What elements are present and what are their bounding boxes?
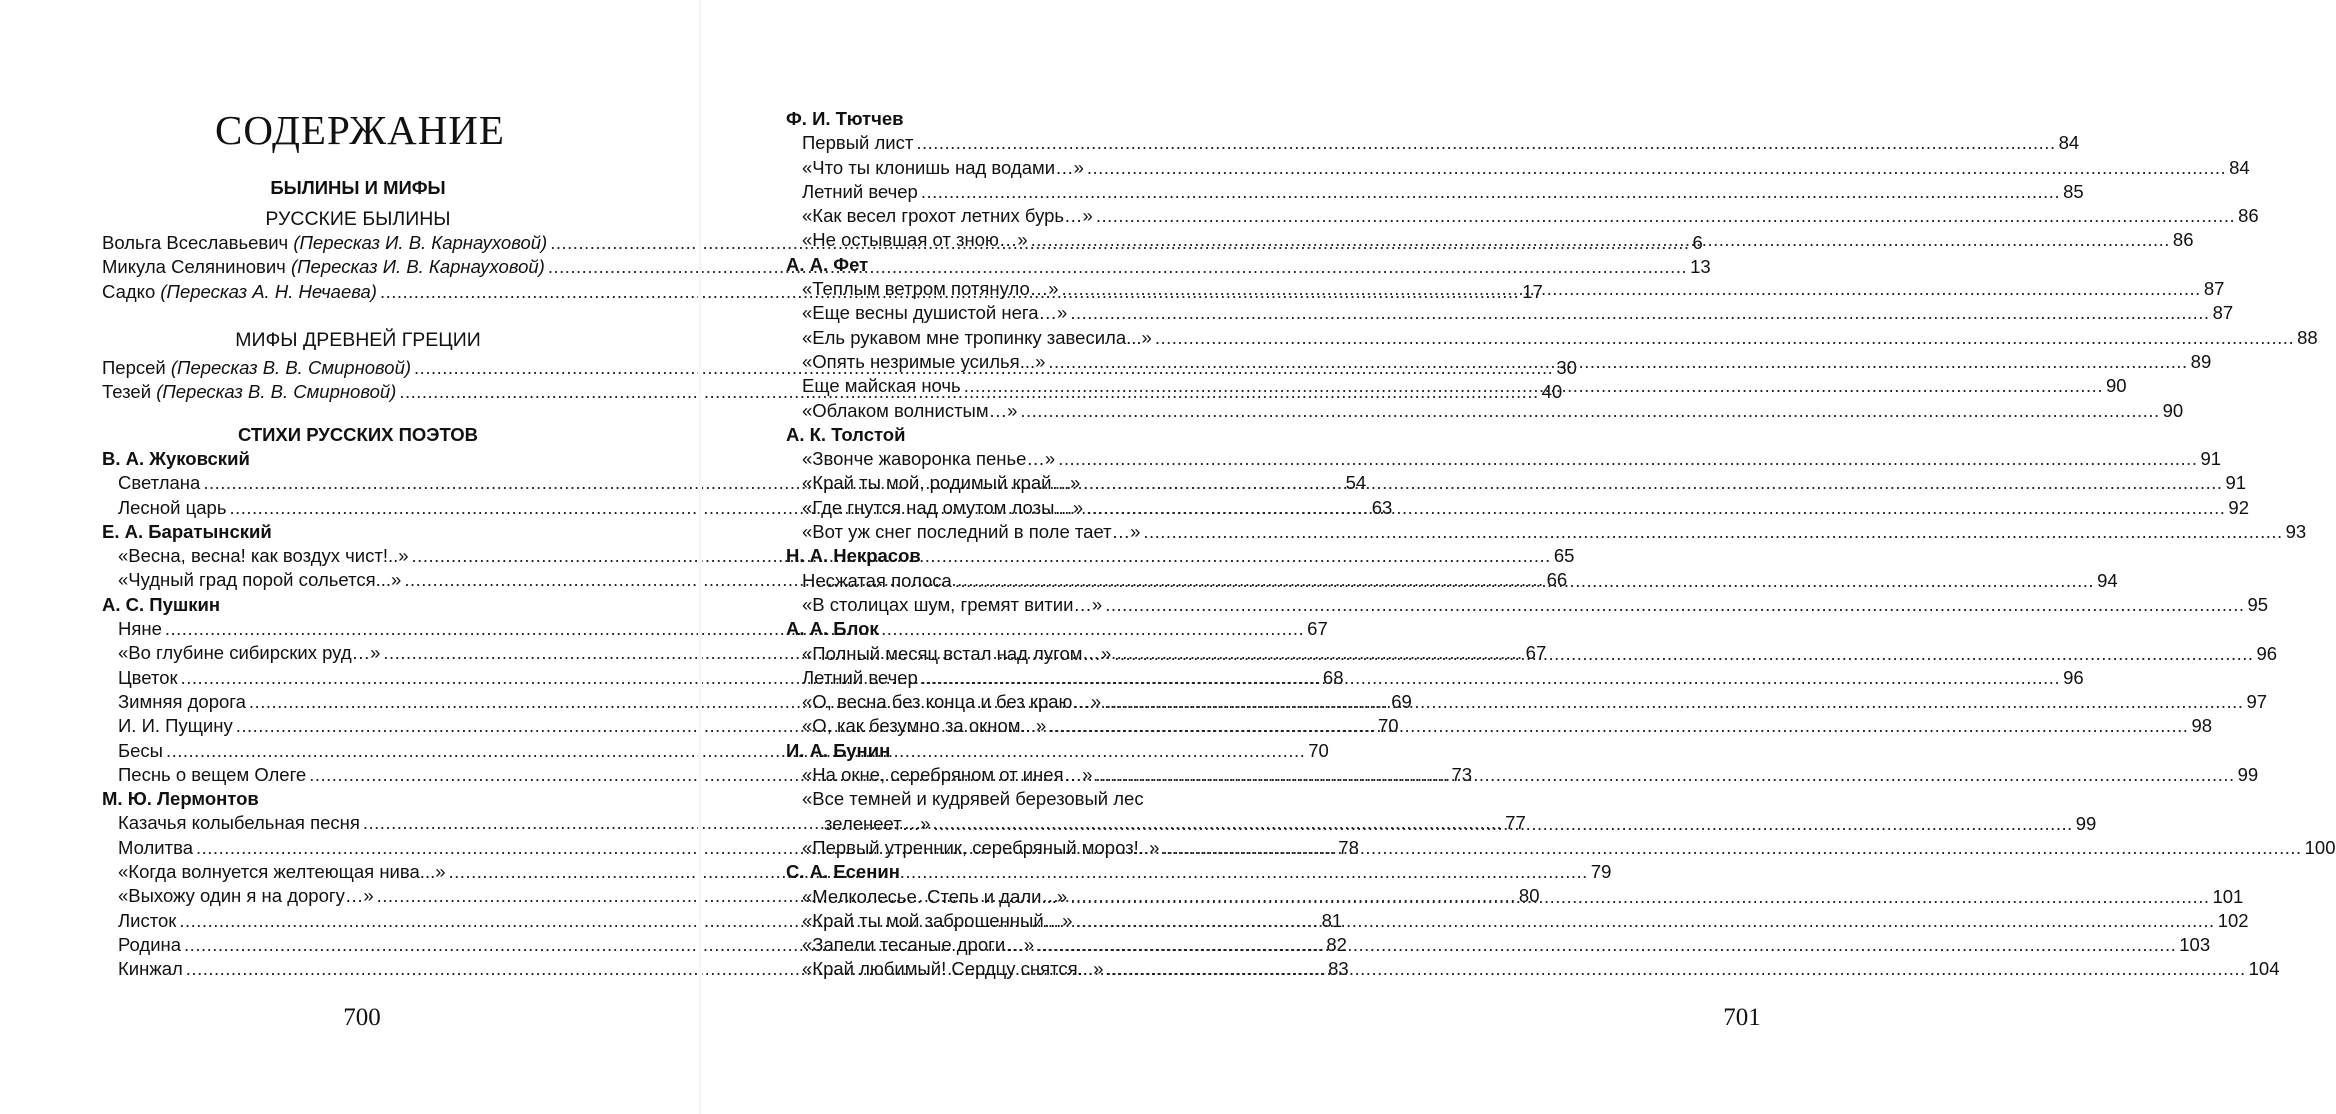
poet-name: М. Ю. Лермонтов <box>102 788 259 810</box>
entry-note: (Пересказ А. Н. Нечаева) <box>160 280 377 302</box>
entry-title-text: Несжатая полоса <box>802 569 952 591</box>
section-heading: БЫЛИНЫ И МИФЫ <box>270 177 446 198</box>
page-ref: 94 <box>2097 569 2118 591</box>
entry-title-text: Казачья колыбельная песня <box>118 812 360 834</box>
leader-dots <box>933 812 2072 836</box>
page-number: 701 <box>1723 1004 1761 1031</box>
page-ref: 67 <box>1525 642 1547 664</box>
entry-title-text: «Вот уж снег последний в поле тает…» <box>802 521 1141 543</box>
toc-entry-title <box>118 666 178 690</box>
entry-title-text: «Звонче жаворонка пенье…» <box>802 448 1056 470</box>
toc-entry-title <box>802 277 1059 301</box>
entry-title-text: Еще майская ночь <box>802 375 961 397</box>
entry-title-text: «О, как безумно за окном...» <box>802 715 1047 737</box>
leader-dots <box>1143 520 2282 544</box>
entry-note: (Пересказ И. В. Карнауховой) <box>293 232 548 253</box>
entry-title-text: Песнь о вещем Олеге <box>118 763 307 785</box>
toc-entry-title <box>118 690 246 714</box>
entry-title-text: «Край ты мой заброшенный…» <box>802 909 1073 931</box>
poet-name: А. К. Толстой <box>786 423 906 445</box>
page-ref: 93 <box>2285 521 2307 543</box>
entry-title-text: Тезей <box>102 381 157 403</box>
toc-entry <box>786 301 2234 325</box>
page-ref: 88 <box>2297 326 2318 348</box>
toc-entry-title <box>118 909 176 933</box>
page-ref: 98 <box>2191 715 2213 737</box>
entry-title-text: Бесы <box>118 739 163 761</box>
toc-entry-title <box>802 642 1111 666</box>
page-ref: 40 <box>1541 381 1563 403</box>
page-ref: 87 <box>2212 302 2234 324</box>
toc-entry <box>786 180 2084 204</box>
entry-title-text: «Теплым ветром потянуло…» <box>802 278 1059 300</box>
poet-name: Е. А. Баратынский <box>102 520 272 542</box>
entry-note: (Пересказ В. В. Смирновой) <box>156 381 397 403</box>
poet-name: А. А. Фет <box>786 253 869 275</box>
page-ref: 86 <box>2172 229 2194 251</box>
page-ref: 30 <box>1556 356 1577 378</box>
leader-dots <box>1075 909 2214 933</box>
toc-entry-title <box>802 957 1103 981</box>
page-ref: 103 <box>2179 934 2211 956</box>
leader-dots <box>1114 642 2253 666</box>
page-ref: 81 <box>1321 909 1343 931</box>
entry-title-text: «Опять незримые усилья...» <box>802 350 1046 372</box>
poet-name: Ф. И. Тютчев <box>786 108 904 129</box>
page-ref: 89 <box>2190 350 2212 372</box>
toc-entry-title <box>802 374 961 398</box>
leader-dots <box>1031 228 2170 252</box>
entry-title-text: «В столицах шум, гремят витии…» <box>802 593 1103 615</box>
toc-entry-title <box>802 204 1093 228</box>
entry-title-text: «На окне, серебряном от инея…» <box>802 764 1093 786</box>
toc-entry <box>786 447 2222 471</box>
toc-entry-title <box>802 350 1045 374</box>
entry-title-text: «Первый утренник, серебряный мороз!..» <box>802 836 1160 858</box>
entry-title-text: «О, весна без конца и без краю…» <box>802 691 1102 713</box>
entry-title-text: «Край любимый! Сердцу снятся...» <box>802 958 1104 980</box>
entry-title-text: «Где гнутся над омутом лозы…» <box>802 496 1084 518</box>
entry-title-text: «Все темней и кудрявей березовый лес <box>802 788 1144 810</box>
page-ref: 91 <box>2200 448 2222 470</box>
toc-entry-title <box>802 131 913 155</box>
toc-entry-title <box>802 228 1028 252</box>
entry-title-text: «Край ты мой, родимый край…» <box>802 472 1081 494</box>
leader-dots <box>1106 957 2245 981</box>
leader-dots <box>1062 277 2201 301</box>
toc-entry-title <box>118 568 401 592</box>
entry-title-text: «Выхожу один я на дорогу…» <box>118 885 374 907</box>
toc-entry-title <box>802 885 1067 909</box>
toc-entry-title <box>118 763 306 787</box>
page-ref: 90 <box>2105 375 2127 397</box>
toc-entry-title <box>118 496 226 520</box>
page-ref: 69 <box>1391 690 1412 712</box>
toc-entry-title <box>802 301 1067 325</box>
toc-entry-title <box>802 593 1102 617</box>
page-ref: 78 <box>1338 836 1359 858</box>
poet-name: И. А. Бунин <box>786 739 891 761</box>
page-ref: 65 <box>1553 545 1575 567</box>
leader-dots <box>1104 690 2243 714</box>
page-ref: 83 <box>1328 958 1349 980</box>
toc-entry-title <box>802 690 1101 714</box>
page-ref: 84 <box>2229 156 2250 178</box>
entry-title-text: «Не остывшая от зною…» <box>802 229 1028 251</box>
entry-title-text: Вольга Всеславьевич <box>102 232 294 253</box>
subsection-heading: МИФЫ ДРЕВНЕЙ ГРЕЦИИ <box>235 328 481 351</box>
toc-entry-title <box>802 763 1092 787</box>
toc-entry-title <box>118 617 162 641</box>
leader-dots <box>964 374 2103 398</box>
toc-entry <box>786 131 2080 155</box>
entry-title-text: Цветок <box>118 666 178 688</box>
page-ref: 96 <box>2256 642 2278 664</box>
toc-entry <box>786 593 2269 617</box>
entry-title-text: Летний вечер <box>802 180 918 202</box>
leader-dots <box>1095 763 2234 787</box>
entry-title-text: «Запели тесаные дроги…» <box>802 934 1034 956</box>
toc-entry-title <box>102 380 396 404</box>
leader-dots <box>921 666 2060 690</box>
toc-entry-title <box>802 471 1080 495</box>
entry-title-text: «Облаком волнистым…» <box>802 399 1018 421</box>
toc-entry-title <box>802 569 952 593</box>
page-ref: 97 <box>2246 691 2268 713</box>
entry-title-text: Листок <box>118 909 177 931</box>
toc-entry-title <box>102 231 547 255</box>
toc-entry-title <box>102 356 411 380</box>
poet-name: А. С. Пушкин <box>102 593 221 615</box>
toc-entry-title <box>802 496 1083 520</box>
entry-title-text: «Полный месяц встал над лугом…» <box>802 642 1112 664</box>
toc-entry-title <box>802 326 1152 350</box>
entry-title-text: зеленеет…» <box>824 812 931 834</box>
toc-entry <box>786 204 2259 228</box>
entry-title-text: «Весна, весна! как воздух чист!..» <box>118 545 409 567</box>
page-ref: 73 <box>1451 763 1473 785</box>
entry-title-text: Садко <box>102 280 161 302</box>
entry-title-text: Светлана <box>118 472 201 494</box>
entry-title-text: «Еще весны душистой нега…» <box>802 302 1068 324</box>
entry-title-text: «Что ты клонишь над водами…» <box>802 156 1084 178</box>
leader-dots <box>1086 496 2225 520</box>
toc-entry-title <box>118 957 183 981</box>
page-title: СОДЕРЖАНИЕ <box>215 107 505 153</box>
toc-entry-title <box>802 666 918 690</box>
leader-dots <box>921 180 2060 204</box>
section-heading: СТИХИ РУССКИХ ПОЭТОВ <box>237 424 479 445</box>
entry-title-text: Летний вечер <box>802 666 918 688</box>
page-ref: 95 <box>2247 593 2269 615</box>
entry-title-text: Персей <box>102 356 171 378</box>
poet-name: В. А. Жуковский <box>102 448 250 469</box>
toc-entry <box>786 156 2250 180</box>
toc-entry <box>786 326 2318 350</box>
toc-entry-title <box>802 933 1034 957</box>
toc-entry-title <box>102 280 377 304</box>
entry-title-text: «Когда волнуется желтеющая нива...» <box>118 861 446 883</box>
page-ref: 102 <box>2217 909 2249 931</box>
toc-entry-title <box>802 909 1072 933</box>
entry-title-text: «Чудный град порой сольется...» <box>118 569 402 591</box>
leader-dots <box>1037 933 2176 957</box>
leader-dots <box>1087 156 2226 180</box>
poet-name: С. А. Есенин <box>786 861 900 883</box>
toc-entry-title <box>118 836 193 860</box>
page-ref: 99 <box>2237 764 2259 786</box>
poet-name: Н. А. Некрасов <box>786 545 921 567</box>
toc-entry <box>786 520 2307 544</box>
leader-dots <box>1070 301 2209 325</box>
toc-entry-title <box>118 860 446 884</box>
entry-title-text: «Ель рукавом мне тропинку завесила...» <box>802 326 1152 348</box>
leader-dots <box>955 569 2094 593</box>
page-ref: 70 <box>1378 715 1399 737</box>
entry-note: (Пересказ В. В. Смирновой) <box>170 356 412 378</box>
leader-dots <box>916 131 2055 155</box>
entry-note: (Пересказ И. В. Карнауховой) <box>290 256 545 278</box>
toc-entry-title <box>802 520 1140 544</box>
leader-dots <box>1020 399 2159 423</box>
toc-entry-title <box>118 714 233 738</box>
leader-dots <box>1096 204 2235 228</box>
page-ref: 100 <box>2304 836 2336 858</box>
toc-entry-title <box>118 641 380 665</box>
poet-name: А. А. Блок <box>786 618 879 640</box>
page-ref: 77 <box>1505 812 1526 834</box>
page-ref: 99 <box>2075 812 2097 834</box>
toc-entry <box>786 228 2194 252</box>
leader-dots <box>1083 471 2222 495</box>
page-ref: 101 <box>2212 885 2244 907</box>
page-ref: 68 <box>1322 666 1344 688</box>
page-ref: 87 <box>2203 278 2225 300</box>
toc-entry-title <box>118 884 374 908</box>
page-ref: 92 <box>2228 496 2249 518</box>
toc-entry-title <box>802 399 1017 423</box>
toc-entry-title <box>802 180 918 204</box>
page-ref: 90 <box>2162 399 2184 421</box>
page-ref: 82 <box>1326 933 1347 955</box>
subsection-heading: РУССКИЕ БЫЛИНЫ <box>265 208 451 230</box>
page-ref: 85 <box>2063 180 2084 202</box>
leader-dots <box>1162 836 2301 860</box>
toc-entry-title <box>802 447 1055 471</box>
page-ref: 54 <box>1345 472 1367 494</box>
leader-dots <box>1155 326 2294 350</box>
entry-title-text: «Как весел грохот летних бурь…» <box>802 205 1093 227</box>
toc-entry-title <box>102 255 545 279</box>
page-number: 700 <box>343 1004 381 1031</box>
toc-entry-title <box>118 471 200 495</box>
entry-title-text: «Во глубине сибирских руд…» <box>118 642 381 664</box>
page-ref: 91 <box>2225 472 2247 494</box>
toc-entry-title <box>118 933 181 957</box>
toc-entry-title <box>118 811 360 835</box>
page-ref: 96 <box>2063 666 2084 688</box>
toc-entry-title <box>118 544 409 568</box>
entry-title-text: Няне <box>118 618 162 640</box>
entry-title-text: Первый лист <box>802 132 914 154</box>
toc-entry <box>786 399 2184 423</box>
page-ref: 80 <box>1518 885 1540 907</box>
leader-dots <box>1048 350 2187 374</box>
toc-entry-title <box>824 812 930 836</box>
toc-entry-title <box>802 787 1144 811</box>
page-ref: 66 <box>1546 569 1568 591</box>
leader-dots <box>1105 593 2244 617</box>
toc-entry-title <box>802 156 1084 180</box>
page-ref: 84 <box>2058 132 2080 154</box>
leader-dots <box>1049 714 2188 738</box>
toc-entry-title <box>118 739 163 763</box>
page-ref: 67 <box>1307 618 1328 640</box>
entry-title-text: «Мелколесье. Степь и дали...» <box>802 885 1068 907</box>
page-ref: 86 <box>2238 205 2259 227</box>
leader-dots <box>1058 447 2197 471</box>
leader-dots <box>1070 885 2209 909</box>
page-ref: 6 <box>1692 232 1703 253</box>
entry-title-text: Кинжал <box>118 958 183 980</box>
toc-entry-title <box>802 836 1159 860</box>
page-ref: 104 <box>2248 958 2280 980</box>
entry-title-text: И. И. Пущину <box>118 715 233 737</box>
entry-title-text: Молитва <box>118 836 194 858</box>
page-ref: 13 <box>1690 256 1711 278</box>
page-ref: 63 <box>1371 496 1393 518</box>
entry-title-text: Родина <box>118 933 182 955</box>
entry-title-text: Лесной царь <box>118 496 227 518</box>
page-ref: 79 <box>1590 861 1612 883</box>
toc-entry <box>786 787 1298 811</box>
entry-title-text: Зимняя дорога <box>118 690 246 712</box>
page-ref: 70 <box>1308 739 1329 761</box>
toc-entry-title <box>802 714 1046 738</box>
entry-title-text: Микула Селянинович <box>102 256 291 278</box>
page-ref: 17 <box>1522 280 1543 302</box>
